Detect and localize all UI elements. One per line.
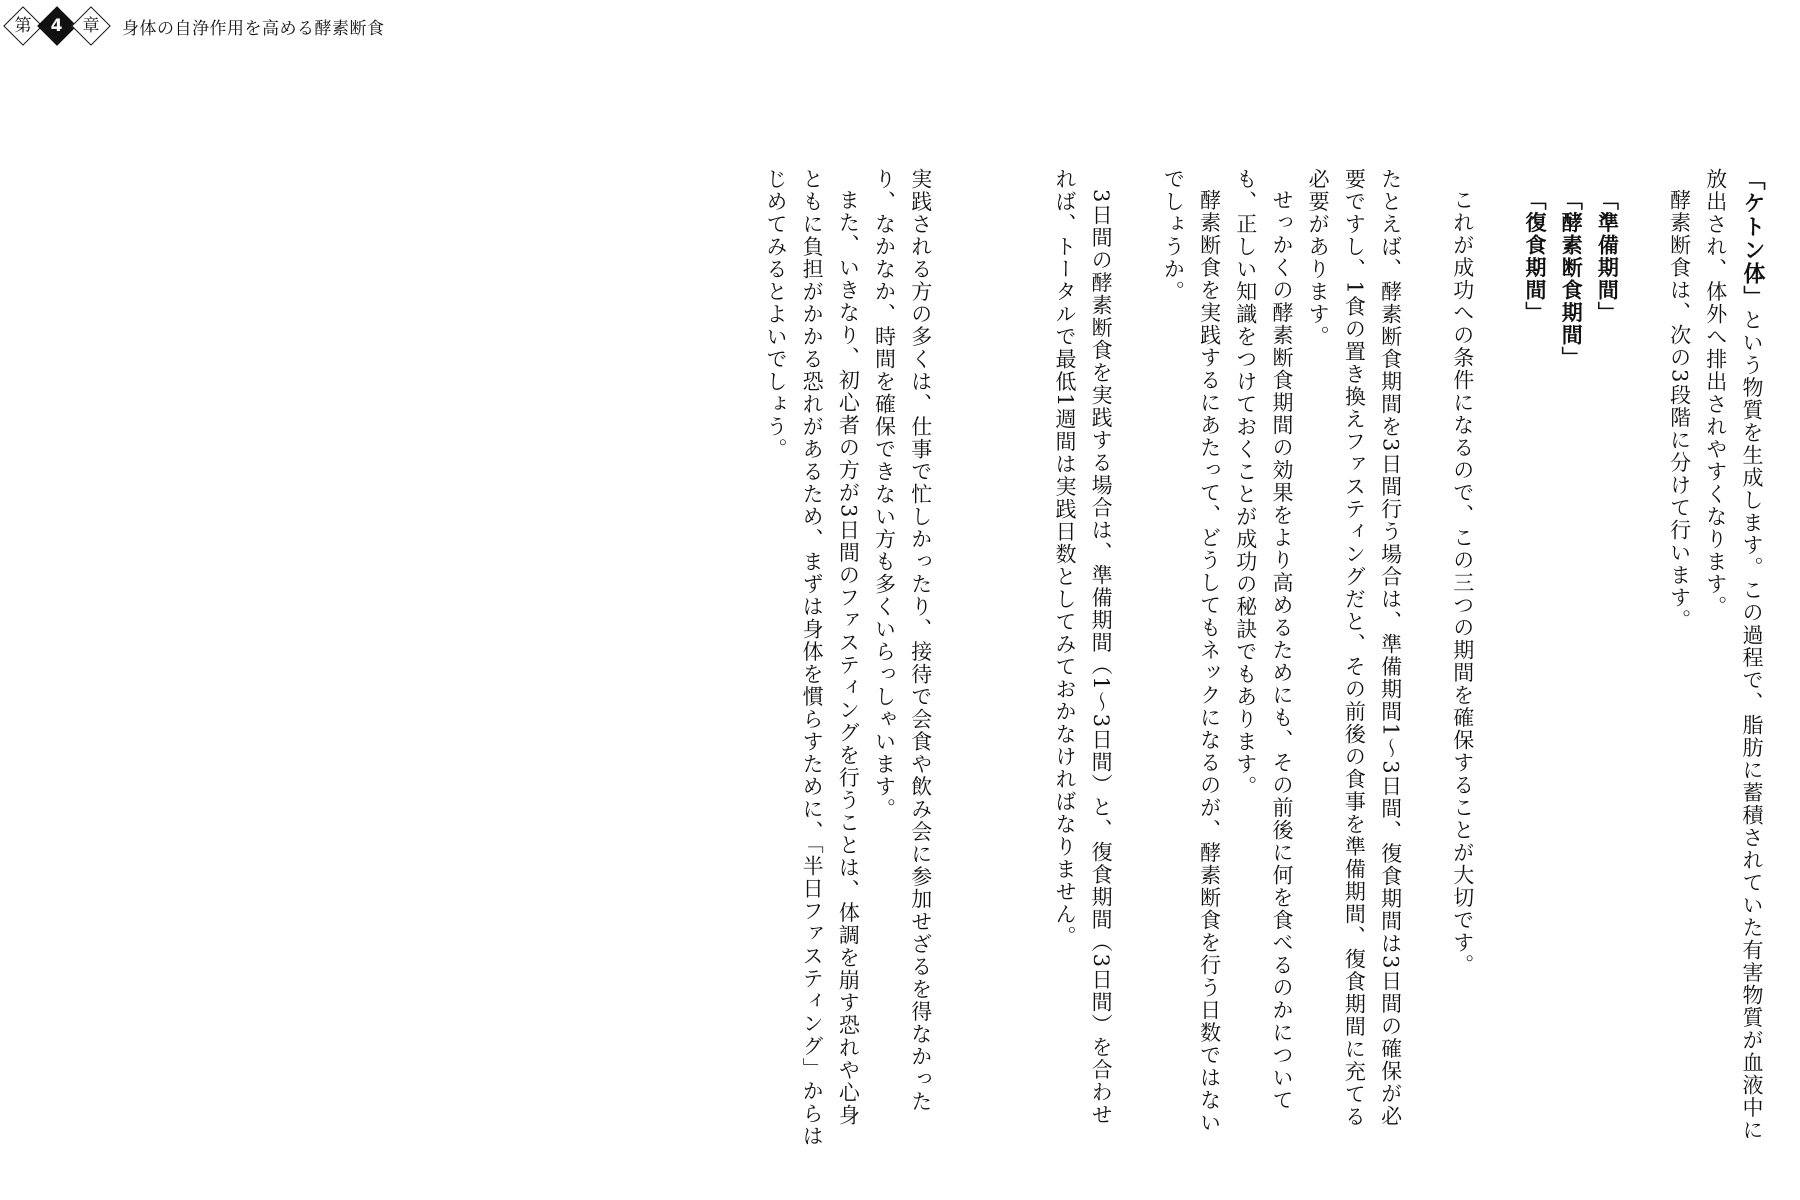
phase-fasting: 「酵素断食期間」 xyxy=(1559,189,1584,369)
chapter-suffix-diamond xyxy=(71,6,111,46)
paragraph-knowledge: せっかくの酵素断食期間の効果をより高めるためにも、その前後に何を食べるのかについても、正しい知識をつけておくことが成功の秘訣でもあります。 xyxy=(1233,168,1294,1112)
paragraph-bottleneck: 酵素断食を実践するにあたって、どうしてもネックになるのが、酵素断食を行う日数ではないでしょうか。 xyxy=(1161,168,1222,1134)
chapter-title: 身体の自浄作用を高める酵素断食 xyxy=(122,18,385,39)
paragraph-ketone-rest: という物質を生成します。この過程で、脂肪に蓄積されていた有害物質が血液中に放出され、体外へ排出されやすくなります。 xyxy=(1703,168,1764,1142)
phase-recovery: 「復食期間」 xyxy=(1522,189,1547,324)
paragraph-busy: 実践される方の多くは、仕事で忙しかったり、接待で会食や飲み会に参加せざるを得なかったり、なかなか、時間を確保できない方も多くいらっしゃいます。 xyxy=(872,168,933,1113)
phase-preparation: 「準備期間」 xyxy=(1595,189,1620,324)
paragraph-three-days: 3日間の酵素断食を実践する場合は、準備期間（1〜3日間）と、復食期間（3日間）を合わせれば、トータルで最低1週間は実践日数としてみておかなければなりません。 xyxy=(1052,168,1114,1126)
paragraph-example: たとえば、酵素断食期間を3日間行う場合は、準備期間1〜3日間、復食期間は3日間の確保が必要ですし、1食の置き換えファスティングだと、その前後の食事を準備期間、復食期間に充てる必要があります。 xyxy=(1306,168,1403,1128)
chapter-suffix: 章 xyxy=(82,15,100,36)
paragraph-half-day: また、いきなり、初心者の方が3日間のファスティングを行うことは、体調を崩す恐れや心身ともに負担がかかる恐れがあるため、まずは身体を慣らすために、「半日ファスティング」からはじめてみるとよいでしょう。 xyxy=(763,168,861,1148)
phase-list xyxy=(1517,168,1626,1148)
vertical-body-text xyxy=(758,168,1770,1148)
chapter-number: 4 xyxy=(51,15,63,36)
paragraph-success-condition: これが成功への条件になるので、この三つの期間を確保することが大切です。 xyxy=(1450,189,1475,977)
term-ketone: 「ケトン体」 xyxy=(1740,168,1765,309)
chapter-prefix: 第 xyxy=(14,15,32,36)
paragraph-three-phases: 酵素断食は、次の3段階に分けて行います。 xyxy=(1667,189,1692,632)
chapter-header xyxy=(6,4,385,48)
paragraph-ketone xyxy=(1698,168,1770,1148)
